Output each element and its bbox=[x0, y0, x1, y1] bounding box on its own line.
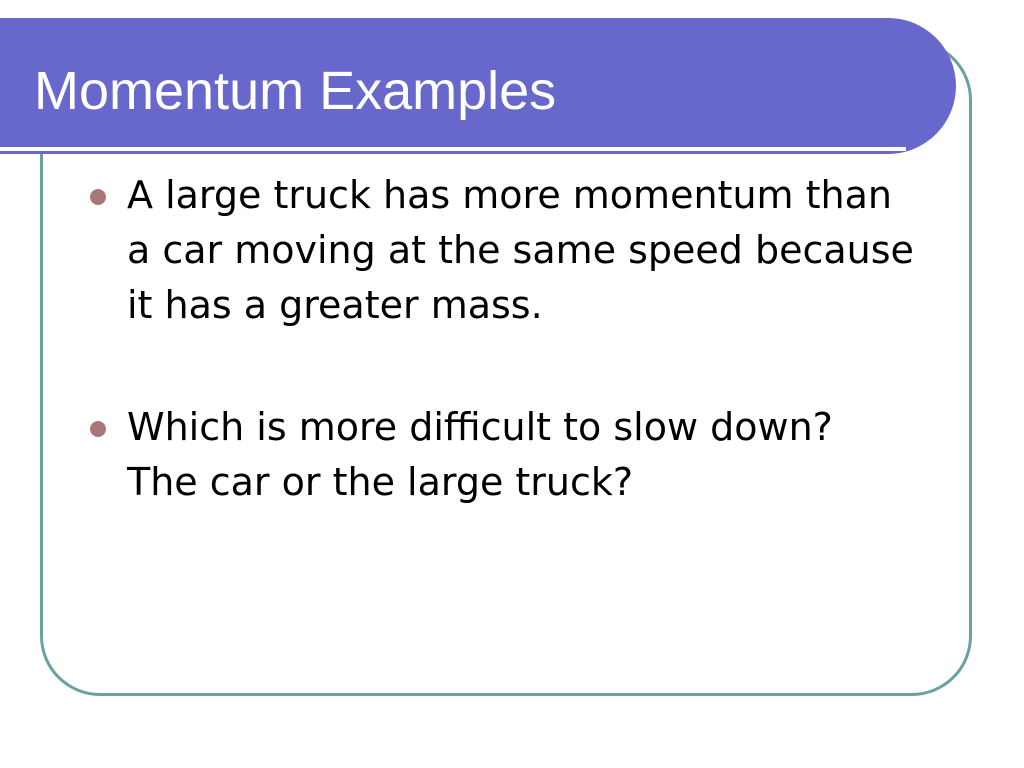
slide-title: Momentum Examples bbox=[34, 61, 557, 121]
bullet-text: A large truck has more momentum than a car moving at the same speed because it has a greater mass. bbox=[127, 173, 914, 327]
title-underline bbox=[0, 147, 906, 151]
bullet-item bbox=[90, 168, 920, 333]
bullet-list bbox=[90, 168, 920, 510]
bullet-text: Which is more difficult to slow down? The car or the large truck? bbox=[127, 405, 858, 504]
bullet-dot-icon bbox=[90, 421, 106, 437]
title-bar bbox=[0, 18, 956, 154]
bullet-dot-icon bbox=[90, 189, 106, 205]
bullet-item bbox=[90, 400, 920, 510]
